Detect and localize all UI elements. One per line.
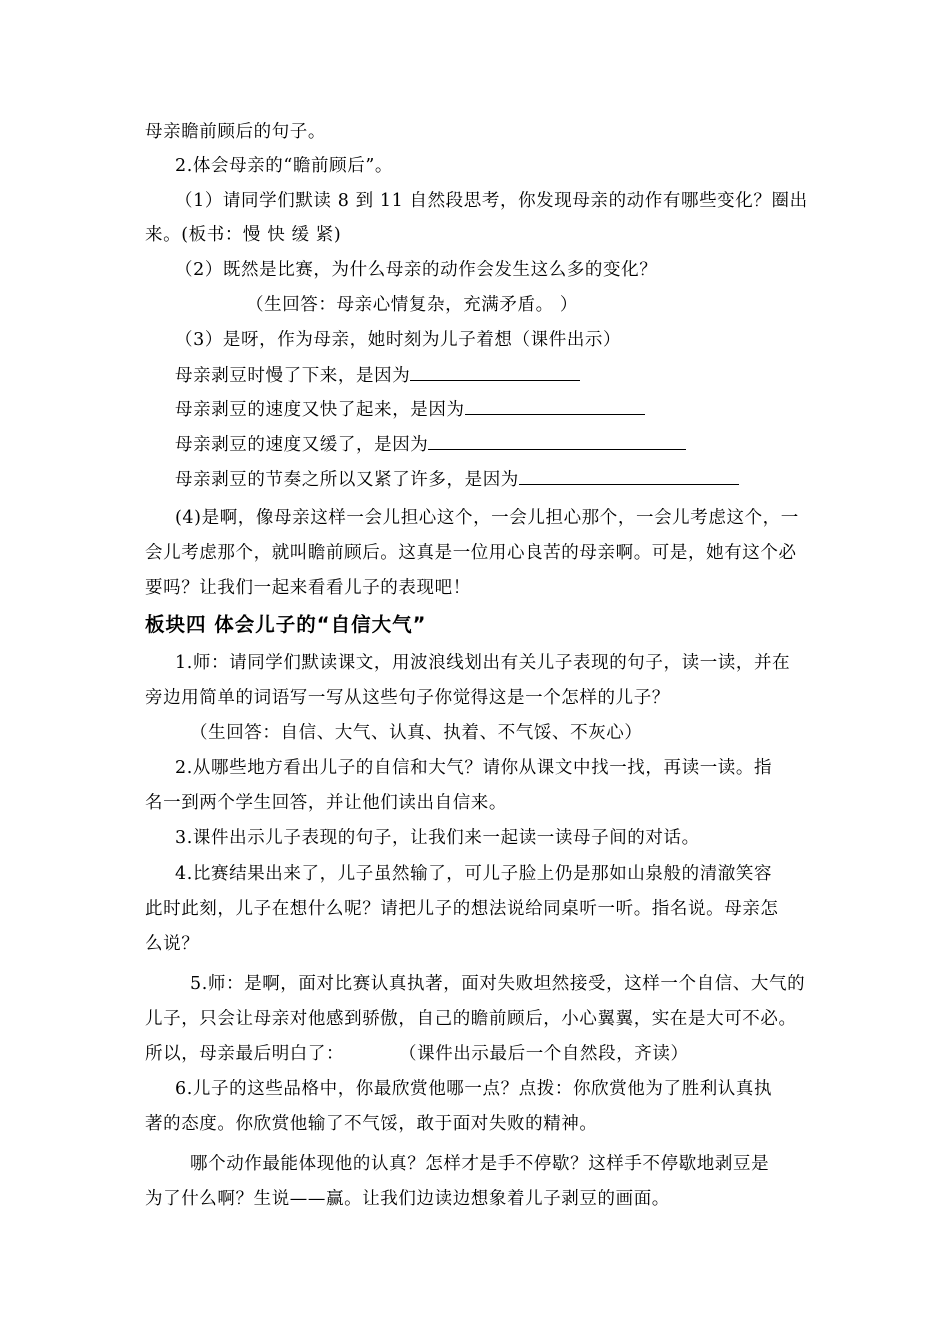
answer-blank (465, 396, 645, 415)
answer-blank (428, 431, 686, 450)
text-line: （生回答：自信、大气、认真、执着、不气馁、不灰心） (190, 723, 643, 743)
text-line: 4.比赛结果出来了，儿子虽然输了，可儿子脸上仍是那如山泉般的清澈笑容 (175, 864, 773, 884)
text-line: 要吗？让我们一起来看看儿子的表现吧！ (145, 578, 471, 598)
text-line: 旁边用简单的词语写一写从这些句子你觉得这是一个怎样的儿子？ (145, 688, 670, 708)
text-line: 2.从哪些地方看出儿子的自信和大气？请你从课文中找一找，再读一读。指 (175, 758, 773, 778)
text-line: 1.师：请同学们默读课文，用波浪线划出有关儿子表现的句子，读一读，并在 (175, 653, 791, 673)
fill-blank-prompt: 母亲剥豆的节奏之所以又紧了许多，是因为 (175, 470, 519, 490)
fill-blank-prompt: 母亲剥豆时慢了下来，是因为 (175, 366, 411, 386)
fill-blank-prompt: 母亲剥豆的速度又快了起来，是因为 (175, 400, 465, 420)
text-line: 名一到两个学生回答，并让他们读出自信来。 (145, 793, 507, 813)
text-line: 么说？ (145, 934, 200, 954)
text-line: 6.儿子的这些品格中，你最欣赏他哪一点？点拨：你欣赏他为了胜利认真执 (175, 1079, 773, 1099)
text-line: （1）请同学们默读 8 到 11 自然段思考，你发现母亲的动作有哪些变化？圈出 (175, 191, 808, 211)
section-heading: 板块四 体会儿子的“自信大气” (145, 613, 427, 636)
fill-blank-line (175, 466, 739, 493)
text-line: 2.体会母亲的“瞻前顾后”。 (175, 156, 393, 176)
fill-blank-line (175, 431, 686, 458)
fill-blank-prompt: 母亲剥豆的速度又缓了，是因为 (175, 435, 429, 455)
text-line: （2）既然是比赛，为什么母亲的动作会发生这么多的变化？ (175, 260, 658, 280)
text-line: 哪个动作最能体现他的认真？怎样才是手不停歇？这样手不停歇地剥豆是 (190, 1154, 770, 1174)
text-line: 此时此刻，儿子在想什么呢？请把儿子的想法说给同桌听一听。指名说。母亲怎 (145, 899, 779, 919)
text-line: 5.师：是啊，面对比赛认真执著，面对失败坦然接受，这样一个自信、大气的 (190, 974, 806, 994)
fill-blank-line (175, 396, 645, 423)
text-line: 母亲瞻前顾后的句子。 (145, 122, 326, 142)
text-line: 所以，母亲最后明白了： （课件出示最后一个自然段，齐读） (145, 1044, 689, 1064)
text-line: 著的态度。你欣赏他输了不气馁，敢于面对失败的精神。 (145, 1114, 598, 1134)
fill-blank-line (175, 362, 580, 389)
text-line: 会儿考虑那个，就叫瞻前顾后。这真是一位用心良苦的母亲啊。可是，她有这个必 (145, 543, 797, 563)
answer-blank (519, 466, 739, 485)
text-line: 儿子，只会让母亲对他感到骄傲，自己的瞻前顾后，小心翼翼，实在是大可不必。 (145, 1009, 797, 1029)
text-line: 3.课件出示儿子表现的句子，让我们来一起读一读母子间的对话。 (175, 828, 700, 848)
text-line: （3）是呀，作为母亲，她时刻为儿子着想（课件出示） (175, 330, 622, 350)
text-line: 来。(板书：慢 快 缓 紧) (145, 225, 342, 245)
text-line: （生回答：母亲心情复杂，充满矛盾。 ） (246, 295, 578, 315)
text-line: (4)是啊，像母亲这样一会儿担心这个，一会儿担心那个，一会儿考虑这个，一 (175, 508, 799, 528)
text-line: 为了什么啊？生说——赢。让我们边读边想象着儿子剥豆的画面。 (145, 1189, 670, 1209)
answer-blank (410, 362, 580, 381)
